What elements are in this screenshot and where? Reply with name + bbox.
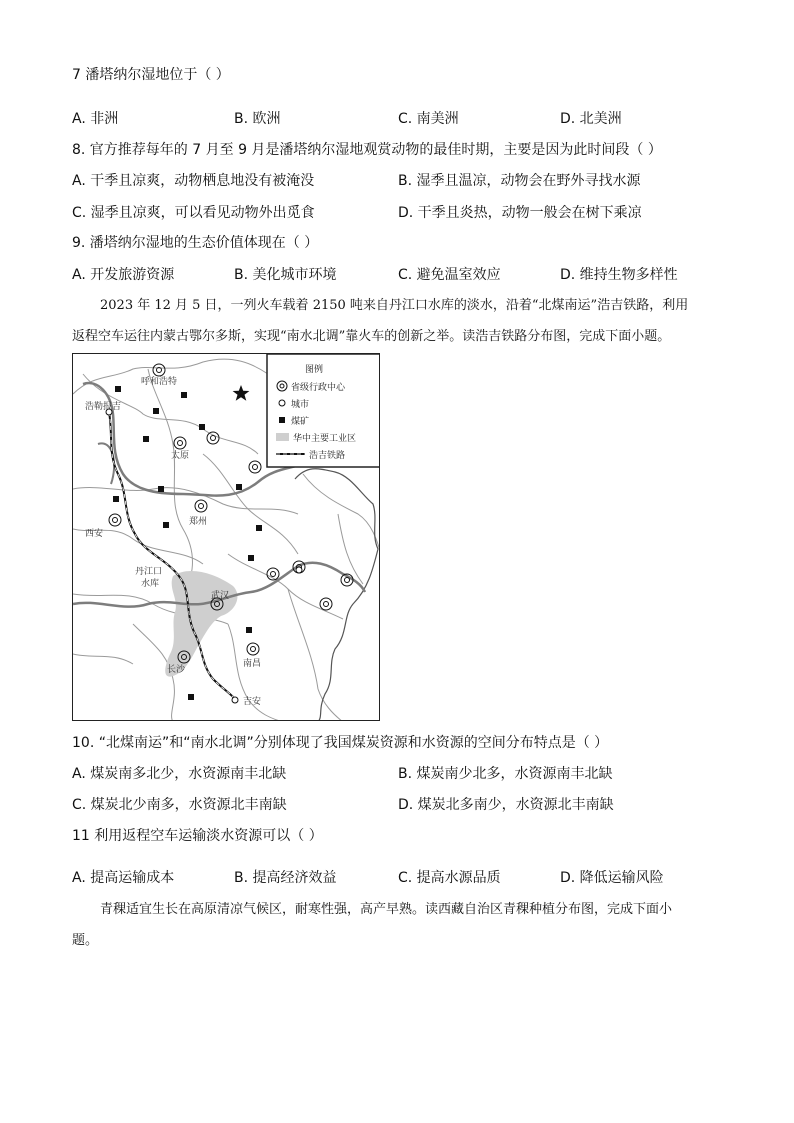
question-10-stem: 10. “北煤南运”和“南水北调”分别体现了我国煤炭资源和水资源的空间分布特点是（ ） xyxy=(72,735,609,751)
legend-title: 图例 xyxy=(305,365,324,375)
coal-mine-marker xyxy=(143,436,149,442)
map-legend xyxy=(267,354,380,467)
city-marker-jian xyxy=(232,697,238,703)
q11-option-d: D. 降低运输风险 xyxy=(560,870,664,886)
map-label-changsha: 长沙 xyxy=(167,665,186,675)
map-label-hohhot: 呼和浩特 xyxy=(141,377,178,387)
q11-option-b: B. 提高经济效益 xyxy=(234,870,337,886)
coal-mine-marker xyxy=(163,522,169,528)
q10-option-b: B. 煤炭南少北多，水资源南丰北缺 xyxy=(398,766,613,782)
map-label-haolebaoji: 浩勒报吉 xyxy=(85,402,122,412)
q7-option-d: D. 北美洲 xyxy=(560,111,622,127)
capital-marker-xian xyxy=(109,514,121,526)
capital-star-icon xyxy=(233,385,250,401)
q8-option-b: B. 湿季且温凉，动物会在野外寻找水源 xyxy=(398,173,641,189)
coal-mine-marker xyxy=(246,627,252,633)
map-label-wuhan: 武汉 xyxy=(211,591,230,601)
q7-option-a: A. 非洲 xyxy=(72,111,119,127)
question-11-stem: 11 利用返程空车运输淡水资源可以（ ） xyxy=(72,828,323,844)
q9-option-a: A. 开发旅游资源 xyxy=(72,267,175,283)
capital-marker-hangzhou xyxy=(320,598,332,610)
coastline xyxy=(295,469,378,721)
q10-option-a: A. 煤炭南多北少，水资源南丰北缺 xyxy=(72,766,287,782)
coal-mine-marker xyxy=(256,525,262,531)
question-9-stem: 9. 潘塔纳尔湿地的生态价值体现在（ ） xyxy=(72,235,319,251)
capital-marker-nanchang xyxy=(247,643,259,655)
passage-2-line-1: 青稞适宜生长在高原清凉气候区，耐寒性强，高产早熟。读西藏自治区青稞种植分布图，完成下面小 xyxy=(100,902,673,917)
q9-option-b: B. 美化城市环境 xyxy=(234,267,337,283)
capital-marker-hohhot xyxy=(153,364,165,376)
coal-mine-marker xyxy=(115,386,121,392)
coal-mine-marker xyxy=(181,392,187,398)
question-7-stem: 7 潘塔纳尔湿地位于（ ） xyxy=(72,67,230,83)
legend-industrial-icon xyxy=(276,433,289,441)
passage-2-line-2: 题。 xyxy=(72,933,99,948)
coal-mine-marker xyxy=(199,424,205,430)
coal-mine-marker xyxy=(236,484,242,490)
legend-city-icon xyxy=(279,400,285,406)
coal-mine-marker xyxy=(113,496,119,502)
q9-option-c: C. 避免温室效应 xyxy=(398,267,501,283)
capital-marker-jinan xyxy=(249,461,261,473)
map-label-danjiangkou: 丹江口 xyxy=(135,567,163,577)
legend-capital-label: 省级行政中心 xyxy=(291,383,346,393)
q11-option-a: A. 提高运输成本 xyxy=(72,870,175,886)
legend-coal-icon xyxy=(279,417,285,423)
legend-industrial-label: 华中主要工业区 xyxy=(293,434,357,444)
coal-mine-marker xyxy=(158,486,164,492)
passage-1-line-1: 2023 年 12 月 5 日，一列火车载着 2150 吨来自丹江口水库的淡水，沿着“北煤南运”浩吉铁路，利用 xyxy=(100,298,689,313)
capital-marker-shijiazhuang xyxy=(207,432,219,444)
coal-mine-marker xyxy=(188,694,194,700)
q10-option-d: D. 煤炭北多南少，水资源北丰南缺 xyxy=(398,797,614,813)
capital-marker-taiyuan xyxy=(174,437,186,449)
map-label-taiyuan: 太原 xyxy=(171,451,190,461)
legend-city-label: 城市 xyxy=(291,400,310,410)
city-marker xyxy=(296,567,302,573)
map-label-reservoir: 水库 xyxy=(141,579,160,589)
map-svg xyxy=(73,354,380,721)
map-label-nanchang: 南昌 xyxy=(243,659,262,669)
q10-option-c: C. 煤炭北少南多，水资源北丰南缺 xyxy=(72,797,287,813)
q8-option-c: C. 湿季且凉爽，可以看见动物外出觅食 xyxy=(72,205,315,221)
coal-mine-marker xyxy=(153,408,159,414)
coal-mine-marker xyxy=(248,555,254,561)
map-label-zhengzhou: 郑州 xyxy=(189,517,208,527)
haoji-railway-map xyxy=(72,353,380,721)
q9-option-d: D. 维持生物多样性 xyxy=(560,267,678,283)
legend-railway-label: 浩吉铁路 xyxy=(309,451,346,461)
capital-marker-zhengzhou xyxy=(195,500,207,512)
q11-option-c: C. 提高水源品质 xyxy=(398,870,501,886)
passage-1-line-2: 返程空车运往内蒙古鄂尔多斯，实现“南水北调”靠火车的创新之举。读浩吉铁路分布图，完成下面小题。 xyxy=(72,329,671,344)
question-8-stem: 8. 官方推荐每年的 7 月至 9 月是潘塔纳尔湿地观赏动物的最佳时期，主要是因为此时间段（ ） xyxy=(72,142,662,158)
q8-option-d: D. 干季且炎热，动物一般会在树下乘凉 xyxy=(398,205,642,221)
q7-option-b: B. 欧洲 xyxy=(234,111,281,127)
map-label-jian: 吉安 xyxy=(243,697,262,707)
q7-option-c: C. 南美洲 xyxy=(398,111,459,127)
legend-coal-label: 煤矿 xyxy=(291,417,310,427)
q8-option-a: A. 干季且凉爽，动物栖息地没有被淹没 xyxy=(72,173,315,189)
map-label-xian: 西安 xyxy=(85,529,104,539)
